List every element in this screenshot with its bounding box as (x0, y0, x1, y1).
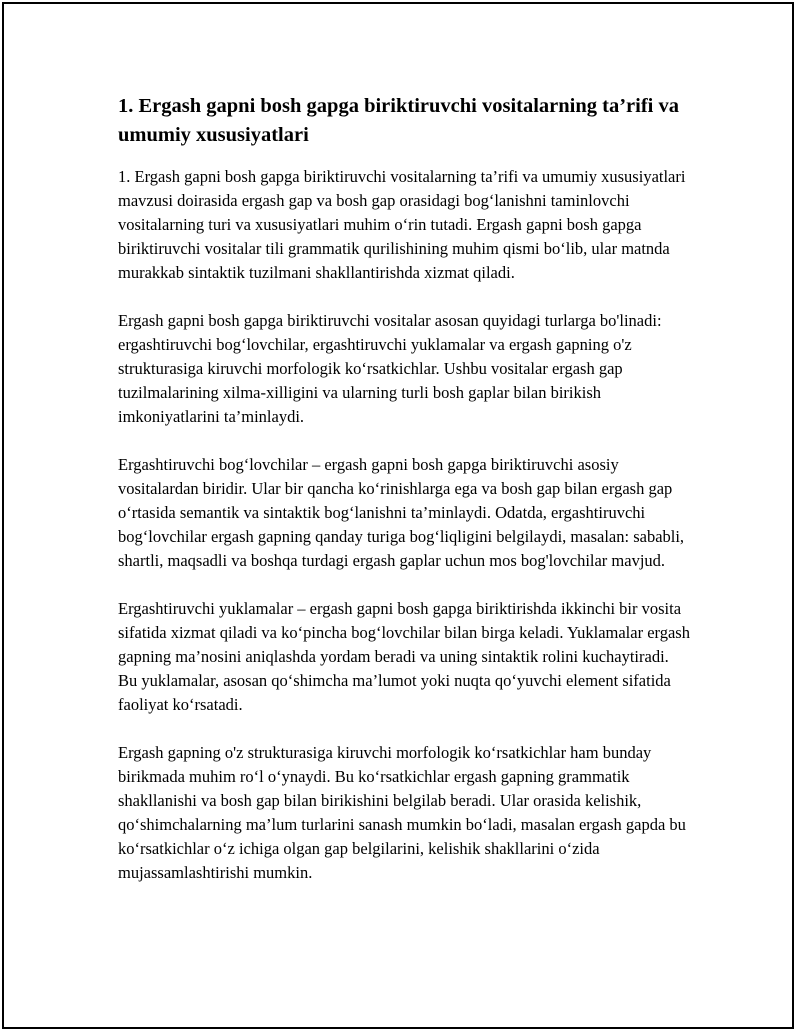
document-body (118, 92, 690, 909)
paragraph-5: Ergash gapning o'z strukturasiga kiruvchi morfologik ko‘rsatkichlar ham bunday birikmada muhim ro‘l o‘ynaydi. Bu ko‘rsatkichlar ergash gapning grammatik shakllanishi va bosh gap bilan birikishini belgilab beradi. Ular orasida kelishik, qo‘shimchalarning ma’lum turlarini sanash mumkin bo‘ladi, masalan ergash gapda bu ko‘rsatkichlar o‘z ichiga olgan gap belgilarini, kelishik shakllarini o‘zida mujassamlashtirishi mumkin. (118, 743, 686, 882)
paragraph-2: Ergash gapni bosh gapga biriktiruvchi vositalar asosan quyidagi turlarga bo'linadi: ergashtiruvchi bog‘lovchilar, ergashtiruvchi yuklamalar va ergash gapning o'z strukturasiga kiruvchi morfologik ko‘rsatkichlar. Ushbu vositalar ergash gap tuzilmalarining xilma-xilligini va ularning turli bosh gaplar bilan birikish imkoniyatlarini ta’minlaydi. (118, 311, 662, 426)
paragraph-1: 1. Ergash gapni bosh gapga biriktiruvchi vositalarning ta’rifi va umumiy xususiyatlari mavzusi doirasida ergash gap va bosh gap orasidagi bog‘lanishni taminlovchi vositalarning turi va xususiyatlari muhim o‘rin tutadi. Ergash gapni bosh gapga biriktiruvchi vositalar tili grammatik qurilishining muhim qismi bo‘lib, ular matnda murakkab sintaktik tuzilmani shakllantirishda xizmat qiladi. (118, 167, 686, 282)
paragraph-3: Ergashtiruvchi bog‘lovchilar – ergash gapni bosh gapga biriktiruvchi asosiy vositalardan biridir. Ular bir qancha ko‘rinishlarga ega va bosh gap bilan ergash gap o‘rtasida semantik va sintaktik bog‘lanishni ta’minlaydi. Odatda, ergashtiruvchi bog‘lovchilar ergash gapning qanday turiga bog‘liqligini belgilaydi, masalan: sababli, shartli, maqsadli va boshqa turdagi ergash gaplar uchun mos bog'lovchilar mavjud. (118, 455, 685, 570)
paragraph-4: Ergashtiruvchi yuklamalar – ergash gapni bosh gapga biriktirishda ikkinchi bir vosita sifatida xizmat qiladi va ko‘pincha bog‘lovchilar bilan birga keladi. Yuklamalar ergash gapning ma’nosini aniqlashda yordam beradi va uning sintaktik rolini kuchaytiradi. Bu yuklamalar, asosan qo‘shimcha ma’lumot yoki nuqta qo‘yuvchi element sifatida faoliyat ko‘rsatadi. (118, 599, 690, 714)
document-title: 1. Ergash gapni bosh gapga biriktiruvchi vositalarning ta’rifi va umumiy xususiyatlari (118, 95, 679, 146)
